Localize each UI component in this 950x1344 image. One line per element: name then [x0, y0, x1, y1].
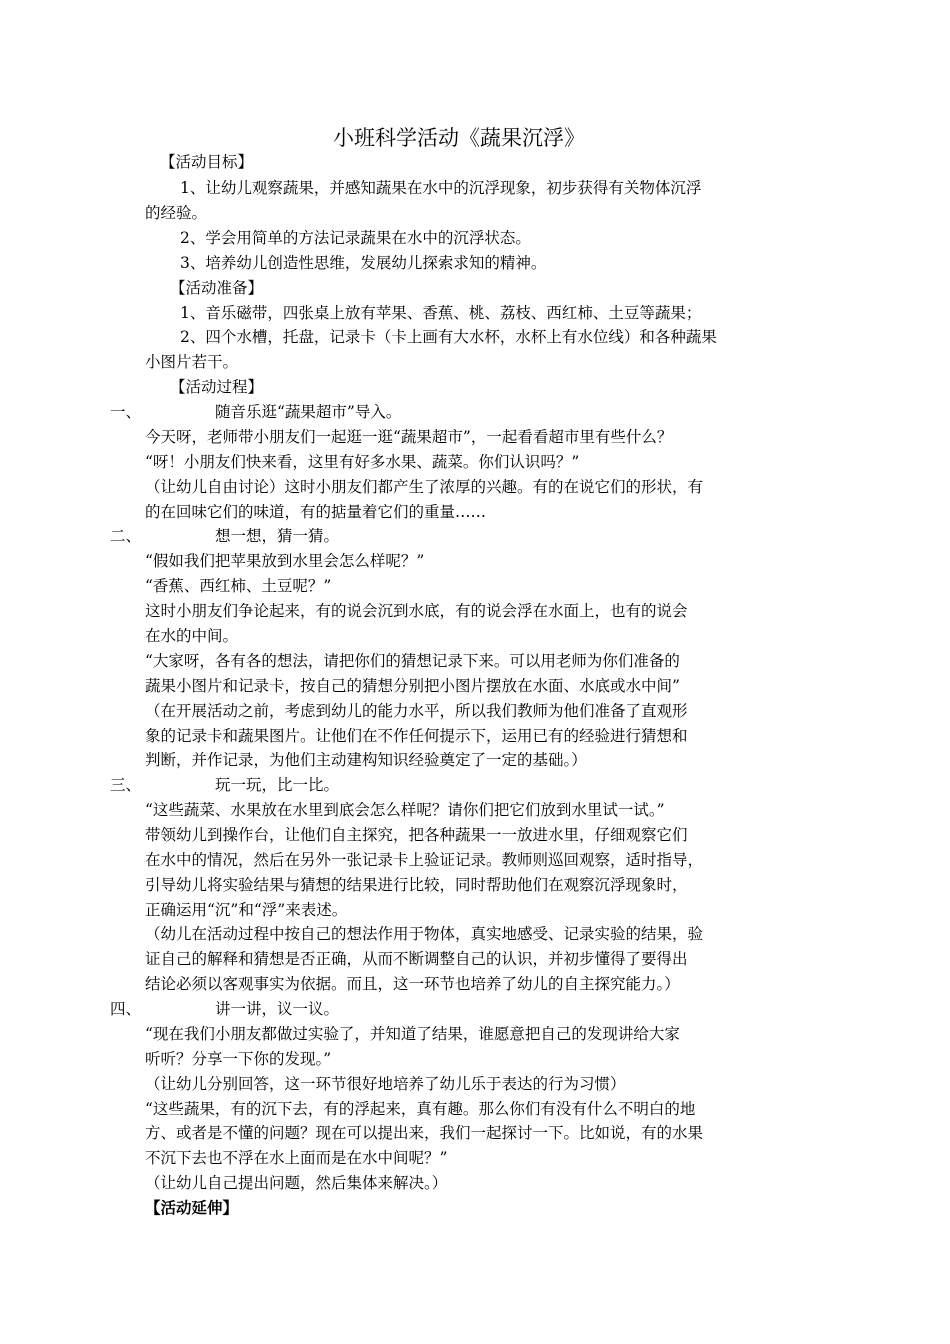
- page-title: 小班科学活动《蔬果沉浮》: [333, 126, 585, 150]
- step-title: 玩一玩，比一比。: [215, 776, 340, 794]
- prep-item: 1、音乐磁带，四张桌上放有苹果、香蕉、桃、荔枝、西红柿、土豆等蔬果；: [180, 304, 702, 322]
- goals-heading: 【活动目标】: [160, 153, 254, 171]
- step-line: “大家呀，各有各的想法，请把你们的猜想记录下来。可以用老师为你们准备的: [145, 652, 680, 670]
- step-title: 想一想，猜一猜。: [215, 527, 340, 545]
- step-line: “香蕉、西红柿、土豆呢？”: [145, 577, 332, 595]
- step-line: 结论必须以客观事实为依据。而且，这一环节也培养了幼儿的自主探究能力。）: [145, 975, 680, 993]
- step-line: 蔬果小图片和记录卡，按自己的猜想分别把小图片摆放在水面、水底或水中间”: [145, 677, 680, 695]
- prep-item: 小图片若干。: [145, 353, 239, 371]
- step-line: 方、或者是不懂的问题？现在可以提出来，我们一起探讨一下。比如说，有的水果: [145, 1124, 704, 1142]
- step-title: 随音乐逛“蔬果超市”导入。: [215, 403, 402, 421]
- step-line: “呀！小朋友们快来看，这里有好多水果、蔬菜。你们认识吗？”: [145, 453, 580, 471]
- step-number: 四、: [110, 1000, 142, 1018]
- step-line: “这些蔬菜、水果放在水里到底会怎么样呢？请你们把它们放到水里试一试。”: [145, 801, 665, 819]
- prep-item: 2、四个水槽，托盘，记录卡（卡上画有大水杯，水杯上有水位线）和各种蔬果: [180, 328, 717, 346]
- step-line: 听听？分享一下你的发现。”: [145, 1050, 332, 1068]
- step-number: 二、: [110, 527, 142, 545]
- step-line: 今天呀，老师带小朋友们一起逛一逛“蔬果超市”，一起看看超市里有些什么？: [145, 428, 673, 446]
- step-line: 带领幼儿到操作台，让他们自主探究，把各种蔬果一一放进水里，仔细观察它们: [145, 826, 688, 844]
- step-line: “现在我们小朋友都做过实验了，并知道了结果，谁愿意把自己的发现讲给大家: [145, 1025, 680, 1043]
- step-line: 正确运用“沉”和“浮”来表述。: [145, 901, 348, 919]
- step-number: 一、: [110, 403, 142, 421]
- goal-item: 的经验。: [145, 204, 208, 222]
- goal-item: 2、学会用简单的方法记录蔬果在水中的沉浮状态。: [180, 229, 531, 247]
- step-line: （幼儿在活动过程中按自己的想法作用于物体，真实地感受、记录实验的结果，验: [145, 925, 704, 943]
- step-line: 不沉下去也不浮在水上面而是在水中间呢？”: [145, 1149, 448, 1167]
- step-number: 三、: [110, 776, 142, 794]
- step-line: 在水中的情况，然后在另外一张记录卡上验证记录。教师则巡回观察，适时指导，: [145, 851, 704, 869]
- step-line: 在水的中间。: [145, 627, 239, 645]
- step-line: （让幼儿自由讨论）这时小朋友们都产生了浓厚的兴趣。有的在说它们的形状，有: [145, 478, 704, 496]
- step-line: 判断，并作记录，为他们主动建构知识经验奠定了一定的基础。）: [145, 751, 587, 769]
- goal-item: 1、让幼儿观察蔬果，并感知蔬果在水中的沉浮现象，初步获得有关物体沉浮: [180, 179, 702, 197]
- extension-heading: 【活动延伸】: [145, 1198, 239, 1217]
- step-line: 引导幼儿将实验结果与猜想的结果进行比较，同时帮助他们在观察沉浮现象时，: [145, 876, 688, 894]
- step-line: （让幼儿自己提出问题，然后集体来解决。）: [145, 1174, 448, 1192]
- step-line: 这时小朋友们争论起来，有的说会沉到水底，有的说会浮在水面上，也有的说会: [145, 602, 688, 620]
- step-line: 象的记录卡和蔬果图片。让他们在不作任何提示下，运用已有的经验进行猜想和: [145, 727, 688, 745]
- step-line: 证自己的解释和猜想是否正确，从而不断调整自己的认识，并初步懂得了要得出: [145, 950, 688, 968]
- step-line: “假如我们把苹果放到水里会怎么样呢？”: [145, 552, 425, 570]
- process-heading: 【活动过程】: [170, 378, 264, 396]
- step-title: 讲一讲，议一议。: [215, 1000, 340, 1018]
- goal-item: 3、培养幼儿创造性思维，发展幼儿探索求知的精神。: [180, 254, 547, 272]
- step-line: （在开展活动之前，考虑到幼儿的能力水平，所以我们教师为他们准备了直观形: [145, 702, 688, 720]
- step-line: （让幼儿分别回答，这一环节很好地培养了幼儿乐于表达的行为习惯）: [145, 1075, 626, 1093]
- prep-heading: 【活动准备】: [170, 279, 264, 297]
- step-line: “这些蔬果，有的沉下去，有的浮起来，真有趣。那么你们有没有什么不明白的地: [145, 1100, 696, 1118]
- step-line: 的在回味它们的味道，有的掂量着它们的重量……: [145, 503, 487, 521]
